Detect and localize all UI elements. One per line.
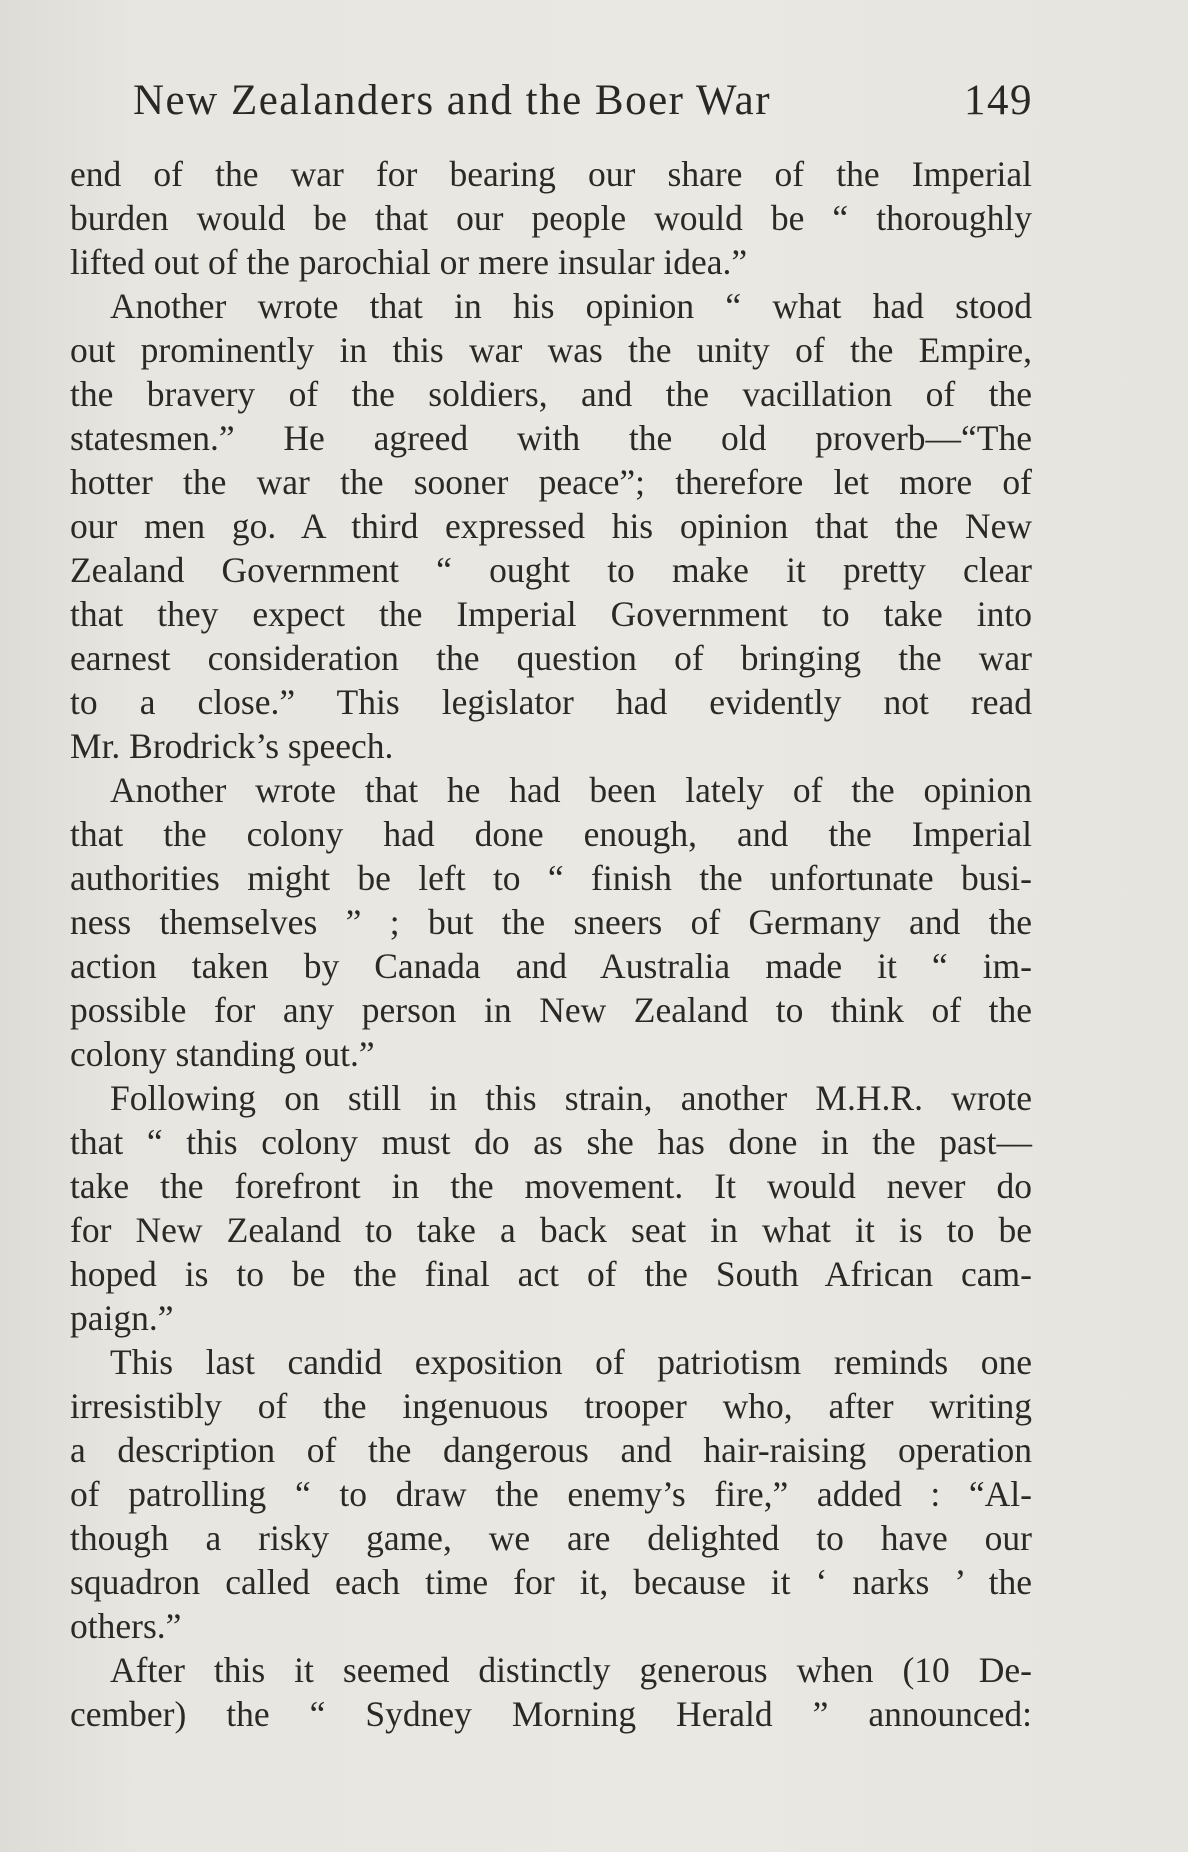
- text-line: to a close.” This legislator had evidently not read: [70, 682, 1032, 722]
- text-line: take the forefront in the movement. It would never do: [70, 1166, 1032, 1206]
- text-line: that they expect the Imperial Government to take into: [70, 594, 1032, 634]
- text-line: lifted out of the parochial or mere insular idea.”: [70, 242, 748, 282]
- text-line: After this it seemed distinctly generous when (10 De-: [110, 1650, 1032, 1690]
- text-line: Zealand Government “ ought to make it pretty clear: [70, 550, 1032, 590]
- text-line: cember) the “ Sydney Morning Herald ” announced:: [70, 1694, 1032, 1734]
- text-line: ness themselves ” ; but the sneers of Germany and the: [70, 902, 1032, 942]
- text-line: end of the war for bearing our share of the Imperial: [70, 154, 1032, 194]
- text-line: Following on still in this strain, another M.H.R. wrote: [110, 1078, 1032, 1118]
- text-line: earnest consideration the question of bringing the war: [70, 638, 1032, 678]
- text-line: a description of the dangerous and hair-raising operation: [70, 1430, 1032, 1470]
- body-text: [70, 152, 1032, 1736]
- text-line: others.”: [70, 1606, 182, 1646]
- text-line: squadron called each time for it, because it ‘ narks ’ the: [70, 1562, 1032, 1602]
- text-line: the bravery of the soldiers, and the vacillation of the: [70, 374, 1032, 414]
- text-line: Mr. Brodrick’s speech.: [70, 726, 394, 766]
- text-line: action taken by Canada and Australia made it “ im-: [70, 946, 1032, 986]
- text-line: This last candid exposition of patriotism reminds one: [110, 1342, 1032, 1382]
- text-line: that the colony had done enough, and the Imperial: [70, 814, 1032, 854]
- page-header: [133, 76, 1033, 136]
- text-line: Another wrote that in his opinion “ what had stood: [110, 286, 1032, 326]
- text-line: our men go. A third expressed his opinion that the New: [70, 506, 1032, 546]
- text-line: statesmen.” He agreed with the old proverb—“The: [70, 418, 1032, 458]
- text-line: colony standing out.”: [70, 1034, 375, 1074]
- text-line: though a risky game, we are delighted to have our: [70, 1518, 1032, 1558]
- text-line: hoped is to be the final act of the South African cam-: [70, 1254, 1032, 1294]
- text-line: for New Zealand to take a back seat in what it is to be: [70, 1210, 1032, 1250]
- text-line: Another wrote that he had been lately of the opinion: [110, 770, 1032, 810]
- text-line: authorities might be left to “ finish the unfortunate busi-: [70, 858, 1032, 898]
- text-line: that “ this colony must do as she has done in the past—: [70, 1122, 1032, 1162]
- text-line: paign.”: [70, 1298, 174, 1338]
- text-line: possible for any person in New Zealand to think of the: [70, 990, 1032, 1030]
- text-line: irresistibly of the ingenuous trooper who, after writing: [70, 1386, 1032, 1426]
- text-line: hotter the war the sooner peace”; therefore let more of: [70, 462, 1032, 502]
- running-head: New Zealanders and the Boer War: [133, 77, 772, 124]
- text-line: burden would be that our people would be “ thoroughly: [70, 198, 1032, 238]
- page-number: 149: [964, 77, 1033, 124]
- text-line: out prominently in this war was the unity of the Empire,: [70, 330, 1032, 370]
- text-line: of patrolling “ to draw the enemy’s fire,” added : “Al-: [70, 1474, 1032, 1514]
